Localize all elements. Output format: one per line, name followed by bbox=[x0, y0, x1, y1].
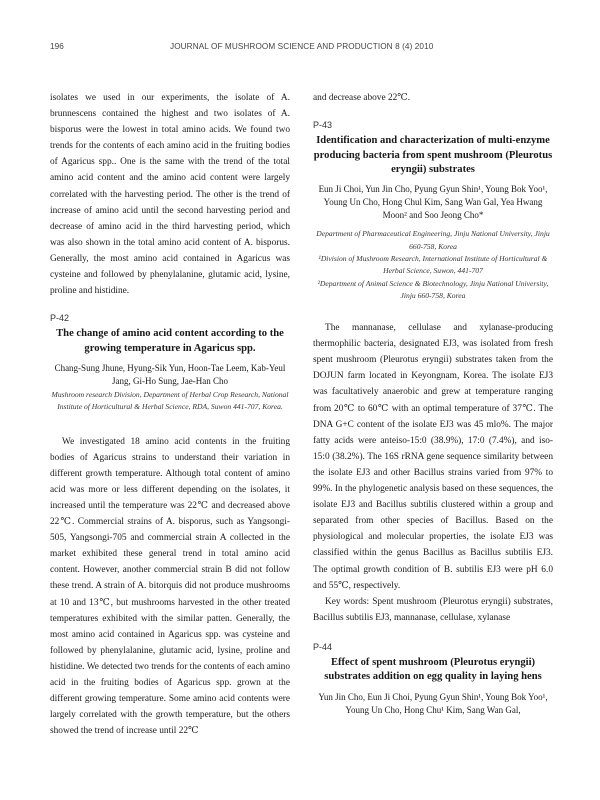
article-title-p43: Identification and characterization of multi-enzyme producing bacteria from spent mushroom (Pleurotus eryngii) substrates bbox=[313, 135, 553, 175]
article-title-p42: The change of amino acid content according to the growing temperature in Agaricus spp. bbox=[56, 328, 284, 354]
affiliation-p43-1: Department of Pharmaceutical Engineering, Jinju National University, Jinju 660-758, Korea bbox=[316, 229, 550, 251]
journal-title: JOURNAL OF MUSHROOM SCIENCE AND PRODUCTION 8 (4) 2010 bbox=[170, 42, 434, 51]
right-column bbox=[313, 84, 553, 717]
affiliation-p42: Mushroom research Division, Department of Herbal Crop Research, National Institute of Horticultural & Herbal Science, RDA, Suwon 441-707, Korea. bbox=[51, 390, 289, 412]
intro-paragraph: isolates we used in our experiments, the isolate of A. brunnescens contained the highest and two isolates of A. bisporus were the lowest in total amino acids. We found two trends for the contents of each amino acid in the fruiting bodies of Agaricus spp.. One is the same with the trend of the total amino acid content and the amino acid content were largely correlated with the harvesting period. The other is the trend of increase of amino acid until the second harvesting period and decrease of amino acid in the third harvesting period, which was also shown in the total amino acid content of A. bisporus. Generally, the most amino acid contained in Agaricus was cysteine and followed by phenylalanine, glutamic acid, lysine, proline and histidine. bbox=[50, 93, 290, 297]
affiliation-p43-2: ¹Division of Mushroom Research, International Institute of Horticultural & Herbal Science, Suwon, 441-707 bbox=[318, 253, 548, 276]
keywords-p43: Key words: Spent mushroom (Pleurotus eryngii) substrates, Bacillus subtilis EJ3, mannanase, cellulase, xylanase bbox=[313, 596, 553, 623]
page-number: 196 bbox=[50, 42, 64, 51]
authors-p44: Yun Jin Cho, Eun Ji Choi, Pyung Gyun Shin¹, Young Bok Yoo¹, Young Un Cho, Hong Chu¹ Kim, Sang Wan Gal, bbox=[318, 691, 548, 715]
section-id-p42: P-42 bbox=[50, 313, 70, 324]
authors-p43: Eun Ji Choi, Yun Jin Cho, Pyung Gyun Shin¹, Young Bok Yoo¹, Young Un Cho, Hong Chul Kim, Sang Wan Gal, Yea Hwang Moon² and Soo Jeong Cho* bbox=[318, 184, 548, 221]
abstract-p43: The mannanase, cellulase and xylanase-producing thermophilic bacteria, designated EJ3, was isolated from fresh spent mushroom (Pleurotus eryngii) substrates taken from the DOJUN farm located in Keyongnam, Korea. The isolate EJ3 was facultatively anaerobic and grew at temperature ranging from 20℃ to 60℃ with an optimal temperature of 37℃. The DNA G+C content of the isolate EJ3 was 45 mlo%. The major fatty acids were anteiso-15:0 (38.9%), 17:0 (7.4%), and iso-15:0 (38.2%). The 16S rRNA gene sequence similarity between the isolate EJ3 and other Bacillus strains varied from 97% to 99%. In the phylogenetic analysis based on these sequences, the isolate EJ3 and Bacillus subtilis clustered within a group and separated from other species of Bacillus. Based on the physiological and molecular properties, the isolate EJ3 was classified within the genus Bacillus as Bacillus subtilis EJ3. The optimal growth condition of B. subtilis EJ3 were pH 6.0 and 55℃, respectively. bbox=[313, 323, 553, 591]
section-id-p43: P-43 bbox=[313, 120, 333, 131]
continuation-text: and decrease above 22℃. bbox=[313, 93, 411, 103]
section-id-p44: P-44 bbox=[313, 641, 333, 652]
authors-p42: Chang-Sung Jhune, Hyung-Sik Yun, Hoon-Tae Leem, Kab-Yeul Jang, Gi-Ho Sung, Jae-Han Cho bbox=[54, 363, 286, 387]
affiliation-p43-3: ²Department of Animal Science & Biotechnology, Jinju National University, Jinju 660-758, Korea bbox=[317, 278, 549, 300]
left-column bbox=[50, 84, 290, 739]
article-title-p44: Effect of spent mushroom (Pleurotus eryngii) substrates addition on egg quality in laying hens bbox=[324, 656, 542, 683]
abstract-p42: We investigated 18 amino acid contents in the fruiting bodies of Agaricus strains to understand their variation in different growth temperature. Although total content of amino acid was more or less different depending on the isolates, it increased until the temperature was 22℃ and decreased above 22℃. Commercial strains of A. bisporus, such as Yangsongi-505, Yangsongi-705 and commercial strain A collected in the market exhibited these general trend in total amino acid content. However, another commercial strain B did not follow these trend. A strain of A. bitorquis did not produce mushrooms at 10 and 13℃, but mushrooms harvested in the other treated temperatures exhibited with the similar patten. Generally, the most amino acid contained in Agaricus spp. was cysteine and followed by phenylalanine, glutamic acid, lysine, proline and histidine. We detected two trends for the contents of each amino acid in the fruiting bodies of Agaricus spp. grown at the different growing temperature. Some amino acid contents were largely correlated with the growth temperature, but the others showed the trend of increase until 22℃ bbox=[50, 436, 290, 737]
